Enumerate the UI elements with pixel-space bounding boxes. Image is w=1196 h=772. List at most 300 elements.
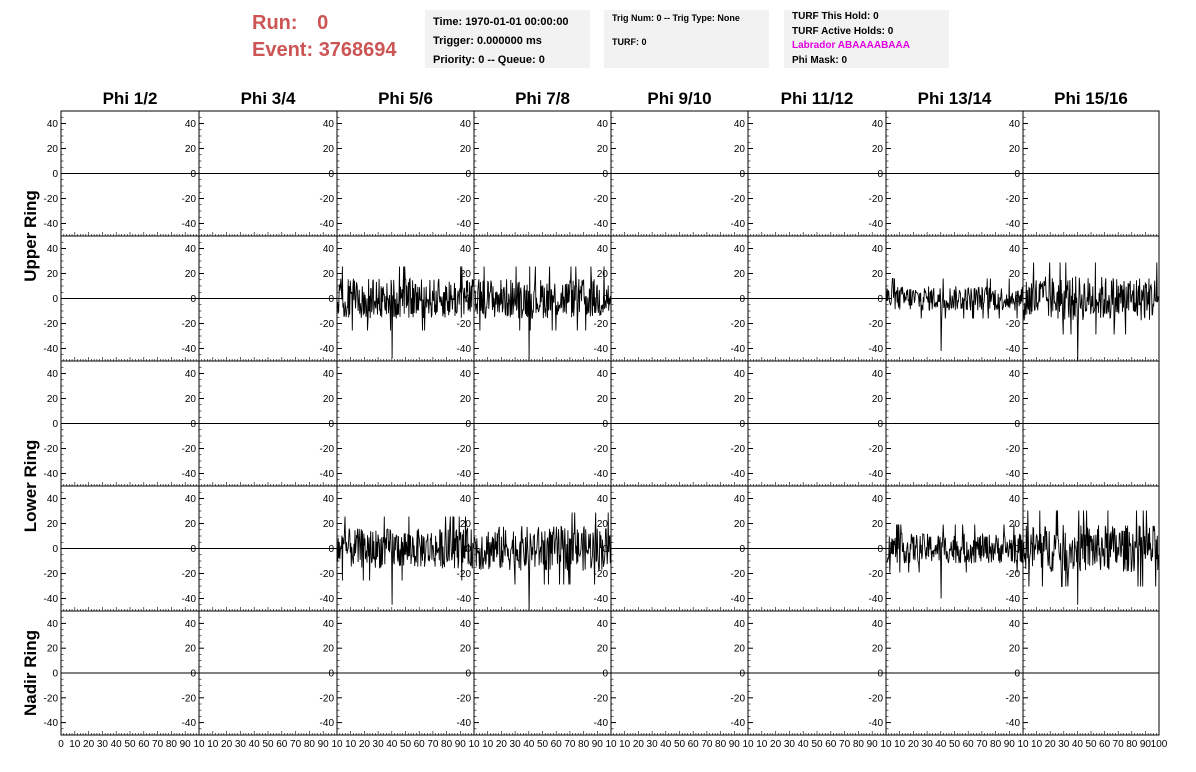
y-tick-label: 40 <box>46 119 58 130</box>
y-tick-label: 40 <box>1008 244 1020 255</box>
y-tick-label: -20 <box>730 693 745 705</box>
waveform-trace <box>1024 263 1159 362</box>
y-tick-label: -40 <box>730 718 745 730</box>
y-tick-label: -20 <box>593 693 608 705</box>
y-tick-label: 20 <box>459 269 471 280</box>
x-tick-label: 10 <box>619 739 631 750</box>
y-tick-label: 40 <box>459 119 471 130</box>
y-tick-label: -20 <box>1005 693 1020 705</box>
y-tick-label: 20 <box>322 394 334 405</box>
y-tick-label: 0 <box>465 419 471 430</box>
y-tick-label: 40 <box>733 244 745 255</box>
y-tick-label: 0 <box>190 294 196 305</box>
x-tick-label: 10 <box>345 739 357 750</box>
y-tick-label: 40 <box>46 369 58 380</box>
y-tick-label: 0 <box>52 169 58 180</box>
y-tick-label: -20 <box>456 569 471 580</box>
column-header: Phi 9/10 <box>647 89 712 108</box>
y-tick-label: -40 <box>868 594 883 605</box>
x-tick-label: 40 <box>523 739 535 750</box>
x-tick-label: 30 <box>646 739 658 750</box>
y-tick-label: 20 <box>1008 643 1020 655</box>
x-tick-label: 90 <box>1003 739 1015 750</box>
waveform-trace <box>475 267 611 362</box>
x-tick-label: 80 <box>578 739 590 750</box>
y-tick-label: -40 <box>593 344 608 355</box>
y-tick-label: 20 <box>184 269 196 280</box>
x-tick-label: 10 <box>880 739 892 750</box>
y-tick-label: 40 <box>184 618 196 630</box>
x-tick-label: 80 <box>165 739 177 750</box>
y-tick-label: 20 <box>871 144 883 155</box>
y-tick-label: 0 <box>602 419 608 430</box>
y-tick-label: 40 <box>1008 119 1020 130</box>
x-tick-label: 50 <box>399 739 412 750</box>
x-tick-label: 70 <box>839 739 851 750</box>
y-tick-label: 20 <box>871 643 883 655</box>
y-tick-label: 0 <box>1014 668 1020 680</box>
y-tick-label: -20 <box>593 319 608 330</box>
y-tick-label: 40 <box>184 494 196 505</box>
x-tick-label: 10 <box>69 739 81 750</box>
y-tick-label: -20 <box>181 319 196 330</box>
column-header: Phi 7/8 <box>515 89 570 108</box>
x-tick-label: 50 <box>262 739 274 750</box>
y-tick-label: -20 <box>868 569 883 580</box>
y-tick-label: -40 <box>319 219 334 230</box>
y-tick-label: 40 <box>184 244 196 255</box>
y-tick-label: 20 <box>46 643 58 655</box>
x-tick-label: 90 <box>728 739 740 750</box>
y-tick-label: 40 <box>871 244 883 255</box>
y-tick-label: 20 <box>1008 269 1020 280</box>
waveform-trace <box>338 517 474 605</box>
y-tick-label: 0 <box>877 294 883 305</box>
y-tick-label: -20 <box>456 194 471 205</box>
x-tick-label: 20 <box>907 739 919 750</box>
waveform-trace <box>887 279 1023 352</box>
y-tick-label: 40 <box>871 494 883 505</box>
y-tick-label: -20 <box>868 319 883 330</box>
y-tick-label: 40 <box>1008 369 1020 380</box>
y-tick-label: 40 <box>46 494 58 505</box>
y-tick-label: -40 <box>730 594 745 605</box>
x-tick-label: 10 <box>193 739 205 750</box>
y-tick-label: -20 <box>730 319 745 330</box>
labrador-line: Labrador ABAAAABAAA <box>792 40 910 51</box>
x-tick-label: 90 <box>1139 739 1151 750</box>
y-tick-label: -40 <box>593 594 608 605</box>
x-tick-label: 80 <box>852 739 864 750</box>
x-tick-label: 80 <box>303 739 315 750</box>
y-tick-label: 20 <box>596 144 608 155</box>
y-tick-label: -20 <box>730 569 745 580</box>
y-tick-label: -40 <box>456 469 471 480</box>
y-tick-label: 20 <box>871 519 883 530</box>
y-tick-label: 20 <box>1008 519 1020 530</box>
y-tick-label: 20 <box>459 643 471 655</box>
y-tick-label: 0 <box>739 668 745 680</box>
y-tick-label: -20 <box>319 444 334 455</box>
x-tick-label: 20 <box>495 739 507 750</box>
y-tick-label: -20 <box>181 194 196 205</box>
y-tick-label: 40 <box>871 618 883 630</box>
y-tick-label: 0 <box>877 668 883 680</box>
y-tick-label: 0 <box>739 169 745 180</box>
y-tick-label: -40 <box>868 219 883 230</box>
x-tick-label: 70 <box>427 739 439 750</box>
x-tick-label: 90 <box>591 739 603 750</box>
column-header: Phi 5/6 <box>378 89 433 108</box>
x-tick-label: 50 <box>1085 739 1097 750</box>
y-tick-label: -20 <box>319 569 334 580</box>
y-tick-label: 40 <box>322 369 334 380</box>
x-tick-label: 20 <box>221 739 233 750</box>
y-tick-label: -40 <box>456 718 471 730</box>
y-tick-label: 0 <box>877 544 883 555</box>
y-tick-label: -40 <box>730 469 745 480</box>
y-tick-label: 20 <box>1008 394 1020 405</box>
y-tick-label: 40 <box>184 119 196 130</box>
y-tick-label: -40 <box>730 219 745 230</box>
x-tick-label: 60 <box>138 739 150 750</box>
x-tick-label: 30 <box>96 739 108 750</box>
y-tick-label: 40 <box>871 119 883 130</box>
x-tick-label: 10 <box>1017 739 1029 750</box>
x-tick-label: 90 <box>317 739 329 750</box>
x-tick-label: 50 <box>948 739 961 750</box>
y-tick-label: 0 <box>52 544 58 555</box>
x-tick-label: 60 <box>550 739 562 750</box>
y-tick-label: 20 <box>322 269 334 280</box>
y-tick-label: 20 <box>322 144 334 155</box>
x-tick-label: 50 <box>124 739 136 750</box>
y-tick-label: 20 <box>733 144 745 155</box>
waveform-trace <box>887 525 1023 599</box>
y-tick-label: -40 <box>456 594 471 605</box>
x-tick-label: 30 <box>1058 739 1070 750</box>
y-tick-label: -20 <box>43 319 58 330</box>
y-tick-label: 40 <box>1008 494 1020 505</box>
y-tick-label: 0 <box>465 294 471 305</box>
x-tick-label: 70 <box>976 739 988 750</box>
x-tick-label: 20 <box>1044 739 1056 750</box>
y-tick-label: -20 <box>43 444 58 455</box>
row-label: Upper Ring <box>21 190 40 282</box>
y-tick-label: 40 <box>322 494 334 505</box>
y-tick-label: 20 <box>46 144 58 155</box>
x-tick-label: 70 <box>564 739 576 750</box>
y-tick-label: -40 <box>181 219 196 230</box>
y-tick-label: 0 <box>328 668 334 680</box>
y-tick-label: -20 <box>868 693 883 705</box>
x-tick-label: 40 <box>797 739 809 750</box>
run-value: 0 <box>317 12 329 34</box>
column-header: Phi 13/14 <box>917 89 992 108</box>
y-tick-label: -40 <box>319 594 334 605</box>
row-label: Lower Ring <box>21 439 40 533</box>
y-tick-label: 40 <box>871 369 883 380</box>
x-tick-label: 10 <box>482 739 494 750</box>
x-tick-label: 90 <box>866 739 878 750</box>
y-tick-label: 0 <box>328 544 334 555</box>
x-tick-label: 80 <box>715 739 727 750</box>
event-label: Event: <box>252 39 314 61</box>
x-tick-label: 20 <box>358 739 370 750</box>
y-tick-label: -40 <box>456 344 471 355</box>
x-tick-label: 40 <box>248 739 260 750</box>
y-tick-label: -20 <box>730 444 745 455</box>
x-tick-label: 80 <box>441 739 453 750</box>
x-tick-label: 100 <box>1150 739 1168 750</box>
y-tick-label: 20 <box>1008 144 1020 155</box>
x-tick-label: 20 <box>83 739 95 750</box>
y-tick-label: 40 <box>459 244 471 255</box>
y-tick-label: 20 <box>871 394 883 405</box>
x-tick-label: 70 <box>701 739 713 750</box>
y-tick-label: -20 <box>868 444 883 455</box>
y-tick-label: -40 <box>593 469 608 480</box>
y-tick-label: 0 <box>602 668 608 680</box>
y-tick-label: 20 <box>596 394 608 405</box>
column-header: Phi 11/12 <box>780 89 854 108</box>
y-tick-label: 40 <box>46 244 58 255</box>
y-tick-label: 0 <box>1014 544 1020 555</box>
time-line: Time: 1970-01-01 00:00:00 <box>433 16 569 28</box>
y-tick-label: 20 <box>733 643 745 655</box>
y-tick-label: -20 <box>456 319 471 330</box>
y-tick-label: 40 <box>459 494 471 505</box>
x-tick-label: 60 <box>962 739 974 750</box>
x-tick-label: 20 <box>770 739 782 750</box>
y-tick-label: 0 <box>328 169 334 180</box>
y-tick-label: 0 <box>739 419 745 430</box>
y-tick-label: 0 <box>877 169 883 180</box>
y-tick-label: -40 <box>43 718 58 730</box>
y-tick-label: 20 <box>46 519 58 530</box>
column-header: Phi 15/16 <box>1054 89 1128 108</box>
y-tick-label: 0 <box>877 419 883 430</box>
turf-active-line: TURF Active Holds: 0 <box>792 25 894 37</box>
y-tick-label: -40 <box>1005 469 1020 480</box>
y-tick-label: 0 <box>52 668 58 680</box>
turf-line: TURF: 0 <box>612 37 647 47</box>
y-tick-label: 0 <box>190 169 196 180</box>
y-tick-label: 0 <box>1014 169 1020 180</box>
y-tick-label: 20 <box>46 394 58 405</box>
y-tick-label: -20 <box>43 569 58 580</box>
x-tick-label: 10 <box>468 739 480 750</box>
y-tick-label: -20 <box>868 194 883 205</box>
x-tick-label: 40 <box>660 739 672 750</box>
y-tick-label: -20 <box>181 569 196 580</box>
column-header: Phi 3/4 <box>240 89 296 108</box>
y-tick-label: 0 <box>465 668 471 680</box>
y-tick-label: -40 <box>43 344 58 355</box>
y-tick-label: 40 <box>733 119 745 130</box>
y-tick-label: 20 <box>184 144 196 155</box>
y-tick-label: 20 <box>596 643 608 655</box>
x-tick-label: 50 <box>536 739 549 750</box>
y-tick-label: 20 <box>871 269 883 280</box>
y-tick-label: -20 <box>456 693 471 705</box>
y-tick-label: 0 <box>190 419 196 430</box>
y-tick-label: -20 <box>43 693 58 705</box>
y-tick-label: 0 <box>52 419 58 430</box>
y-tick-label: 0 <box>328 294 334 305</box>
x-tick-label: 40 <box>110 739 122 750</box>
y-tick-label: -40 <box>1005 718 1020 730</box>
y-tick-label: 20 <box>459 394 471 405</box>
y-tick-label: -20 <box>181 444 196 455</box>
x-tick-label: 80 <box>1126 739 1138 750</box>
y-tick-label: 20 <box>459 144 471 155</box>
y-tick-label: 40 <box>322 244 334 255</box>
y-tick-label: -40 <box>868 469 883 480</box>
x-tick-label: 70 <box>152 739 164 750</box>
y-tick-label: 40 <box>596 494 608 505</box>
y-tick-label: 20 <box>596 519 608 530</box>
x-tick-label: 90 <box>454 739 466 750</box>
y-tick-label: 0 <box>465 169 471 180</box>
y-tick-label: -20 <box>593 194 608 205</box>
y-tick-label: 20 <box>459 519 471 530</box>
x-tick-label: 10 <box>331 739 343 750</box>
y-tick-label: -20 <box>1005 569 1020 580</box>
y-tick-label: 40 <box>184 369 196 380</box>
y-tick-label: -40 <box>868 718 883 730</box>
x-tick-label: 90 <box>179 739 191 750</box>
y-tick-label: 40 <box>322 618 334 630</box>
y-tick-label: -20 <box>319 194 334 205</box>
y-tick-label: 40 <box>596 618 608 630</box>
y-tick-label: -20 <box>1005 319 1020 330</box>
x-tick-label: 20 <box>632 739 644 750</box>
y-tick-label: 0 <box>602 169 608 180</box>
y-tick-label: 40 <box>1008 618 1020 630</box>
y-tick-label: -40 <box>181 718 196 730</box>
y-tick-label: -40 <box>456 219 471 230</box>
x-tick-label: 60 <box>825 739 837 750</box>
y-tick-label: 20 <box>184 643 196 655</box>
y-tick-label: 0 <box>1014 294 1020 305</box>
y-tick-label: -40 <box>730 344 745 355</box>
y-tick-label: -20 <box>181 693 196 705</box>
y-tick-label: 40 <box>596 119 608 130</box>
y-tick-label: -20 <box>593 569 608 580</box>
y-tick-label: 40 <box>596 244 608 255</box>
x-tick-label: 60 <box>1099 739 1111 750</box>
phi-mask-line: Phi Mask: 0 <box>792 54 848 66</box>
y-tick-label: 20 <box>322 519 334 530</box>
y-tick-label: -40 <box>181 344 196 355</box>
y-tick-label: 40 <box>459 369 471 380</box>
x-tick-label: 30 <box>234 739 246 750</box>
y-tick-label: -40 <box>319 469 334 480</box>
y-tick-label: 0 <box>52 294 58 305</box>
y-tick-label: -40 <box>868 344 883 355</box>
x-tick-label: 70 <box>1112 739 1124 750</box>
y-tick-label: 40 <box>46 618 58 630</box>
x-tick-label: 0 <box>58 739 64 750</box>
y-tick-label: -40 <box>43 469 58 480</box>
y-tick-label: -40 <box>593 219 608 230</box>
trig-line: Trig Num: 0 -- Trig Type: None <box>612 13 740 23</box>
y-tick-label: 20 <box>733 269 745 280</box>
y-tick-label: 0 <box>602 544 608 555</box>
y-tick-label: 40 <box>596 369 608 380</box>
y-tick-label: 20 <box>733 519 745 530</box>
y-tick-label: 0 <box>1014 419 1020 430</box>
x-tick-label: 30 <box>509 739 521 750</box>
x-tick-label: 10 <box>605 739 617 750</box>
y-tick-label: 40 <box>733 494 745 505</box>
y-tick-label: 40 <box>459 618 471 630</box>
x-tick-label: 40 <box>935 739 947 750</box>
y-tick-label: -40 <box>1005 594 1020 605</box>
y-tick-label: 20 <box>596 269 608 280</box>
priority-line: Priority: 0 -- Queue: 0 <box>433 54 545 66</box>
waveform-trace <box>338 267 474 359</box>
y-tick-label: -20 <box>456 444 471 455</box>
y-tick-label: -40 <box>181 594 196 605</box>
x-tick-label: 40 <box>1071 739 1083 750</box>
y-tick-label: -40 <box>1005 344 1020 355</box>
x-tick-label: 10 <box>207 739 219 750</box>
y-tick-label: 0 <box>602 294 608 305</box>
x-tick-label: 30 <box>372 739 384 750</box>
y-tick-label: 40 <box>322 119 334 130</box>
y-tick-label: -20 <box>1005 444 1020 455</box>
y-tick-label: -40 <box>43 594 58 605</box>
y-tick-label: 0 <box>328 419 334 430</box>
y-tick-label: 0 <box>465 544 471 555</box>
y-tick-label: -40 <box>593 718 608 730</box>
y-tick-label: 40 <box>733 618 745 630</box>
x-tick-label: 60 <box>687 739 699 750</box>
y-tick-label: -40 <box>43 219 58 230</box>
y-tick-label: 0 <box>739 294 745 305</box>
y-tick-label: -20 <box>43 194 58 205</box>
y-tick-label: -40 <box>319 344 334 355</box>
x-tick-label: 80 <box>990 739 1002 750</box>
y-tick-label: 0 <box>190 544 196 555</box>
turf-hold-line: TURF This Hold: 0 <box>792 11 879 22</box>
x-tick-label: 40 <box>386 739 398 750</box>
y-tick-label: 20 <box>322 643 334 655</box>
x-tick-label: 10 <box>1031 739 1043 750</box>
y-tick-label: -40 <box>319 718 334 730</box>
column-header: Phi 1/2 <box>102 89 158 108</box>
y-tick-label: -20 <box>319 319 334 330</box>
y-tick-label: 0 <box>190 668 196 680</box>
y-tick-label: -20 <box>319 693 334 705</box>
y-tick-label: 0 <box>739 544 745 555</box>
x-tick-label: 50 <box>811 739 823 750</box>
x-tick-label: 60 <box>276 739 288 750</box>
y-tick-label: -40 <box>1005 219 1020 230</box>
run-label: Run: <box>252 12 298 34</box>
x-tick-label: 10 <box>742 739 754 750</box>
y-tick-label: -20 <box>1005 194 1020 205</box>
x-tick-label: 60 <box>413 739 425 750</box>
x-tick-label: 70 <box>290 739 302 750</box>
y-tick-label: -40 <box>181 469 196 480</box>
waveform-trace <box>475 513 611 612</box>
y-tick-label: 20 <box>46 269 58 280</box>
event-value: 3768694 <box>318 39 397 61</box>
y-tick-label: -20 <box>593 444 608 455</box>
